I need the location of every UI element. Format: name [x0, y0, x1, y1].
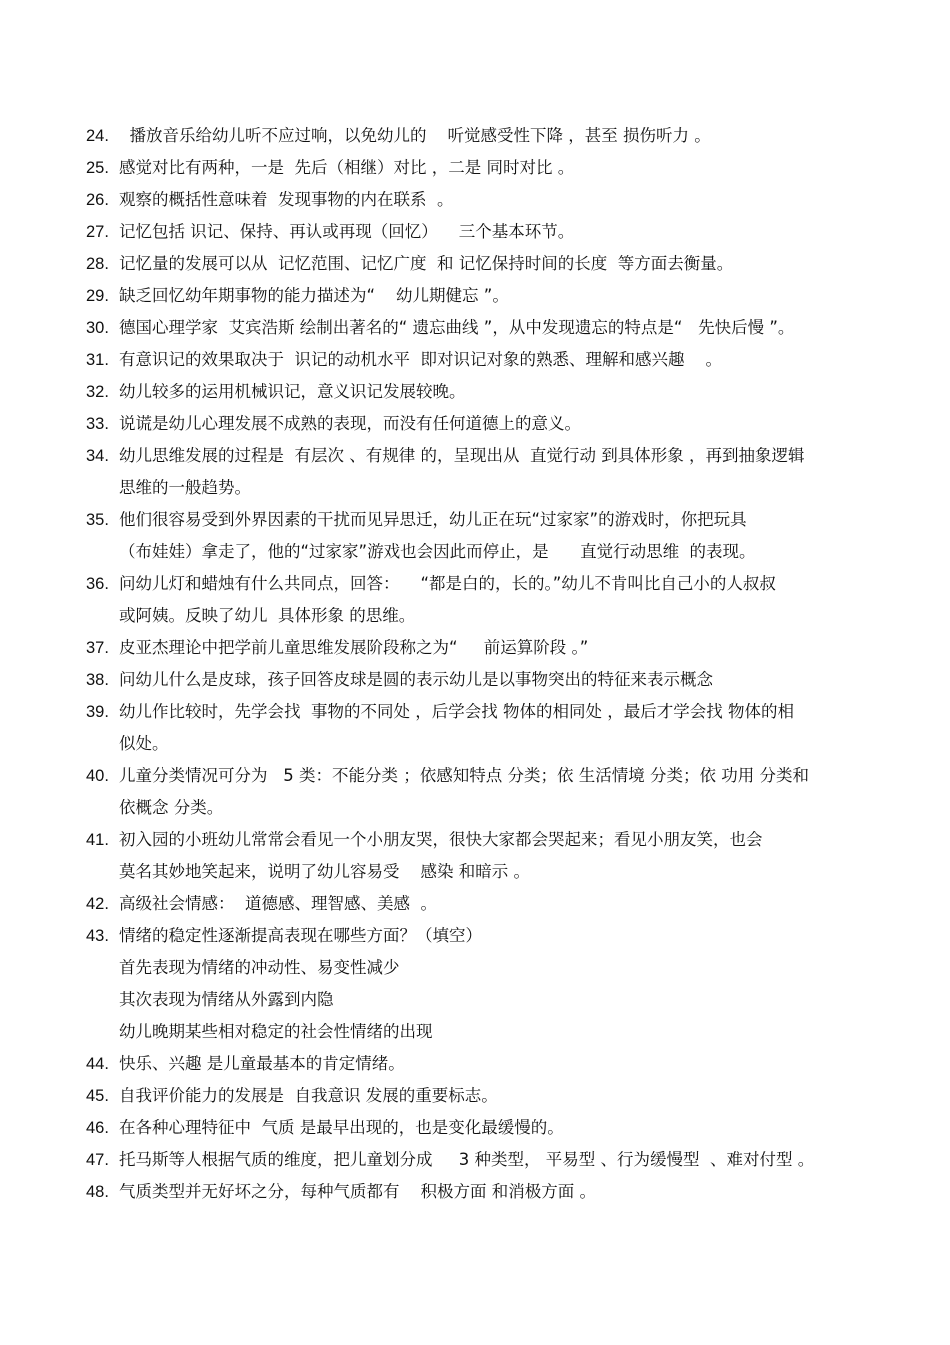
item-line: 皮亚杰理论中把学前儿童思维发展阶段称之为“ 前运算阶段 。” — [119, 638, 589, 657]
item-line: 快乐、兴趣 是儿童最基本的肯定情绪。 — [119, 1054, 405, 1073]
item-line: 问幼儿什么是皮球，孩子回答皮球是圆的表示幼儿是以事物突出的特征来表示概念 — [119, 670, 713, 689]
item-number: 29. — [86, 287, 109, 305]
item-number: 24. — [86, 127, 109, 145]
item-line: 记忆包括 识记、保持、再认或再现（回忆） 三个基本环节。 — [119, 222, 575, 241]
list-item — [86, 760, 876, 824]
item-number: 26. — [86, 191, 109, 209]
item-number: 32. — [86, 383, 109, 401]
item-line: 感觉对比有两种，一是 先后（相继）对比 ，二是 同时对比 。 — [119, 158, 575, 177]
item-text — [119, 664, 876, 696]
list-item — [86, 696, 876, 760]
item-number: 31. — [86, 351, 109, 369]
list-item — [86, 344, 876, 376]
item-text — [119, 760, 876, 824]
item-line: 初入园的小班幼儿常常会看见一个小朋友哭，很快大家都会哭起来；看见小朋友笑，也会 — [119, 830, 763, 849]
item-number: 46. — [86, 1119, 109, 1137]
item-number: 35. — [86, 511, 109, 529]
item-text — [119, 888, 876, 920]
list-item — [86, 664, 876, 696]
item-line: 缺乏回忆幼年期事物的能力描述为“ 幼儿期健忘 ”。 — [119, 286, 509, 305]
item-number: 38. — [86, 671, 109, 689]
item-line: 幼儿思维发展的过程是 有层次 、有规律 的，呈现出从 直觉行动 到具体形象 ，再到抽象逻辑 — [119, 446, 805, 465]
item-line: 幼儿作比较时，先学会找 事物的不同处 ，后学会找 物体的相同处 ，最后才学会找 物体的相 — [119, 702, 794, 721]
list-item — [86, 568, 876, 632]
item-line: 或阿姨。反映了幼儿 具体形象 的思维。 — [119, 606, 416, 625]
item-number: 44. — [86, 1055, 109, 1073]
item-line: 他们很容易受到外界因素的干扰而见异思迁，幼儿正在玩“过家家”的游戏时，你把玩具 — [119, 510, 747, 529]
item-number: 40. — [86, 767, 109, 785]
item-line: 依概念 分类。 — [119, 798, 224, 817]
item-number: 34. — [86, 447, 109, 465]
item-number: 47. — [86, 1151, 109, 1169]
item-line: 首先表现为情绪的冲动性、易变性减少 — [119, 958, 400, 977]
list-item — [86, 408, 876, 440]
item-line: 气质类型并无好坏之分，每种气质都有 积极方面 和消极方面 。 — [119, 1182, 596, 1201]
list-item — [86, 152, 876, 184]
list-item — [86, 280, 876, 312]
item-number: 45. — [86, 1087, 109, 1105]
item-line: 莫名其妙地笑起来，说明了幼儿容易受 感染 和暗示 。 — [119, 862, 530, 881]
item-text — [119, 216, 876, 248]
item-text — [119, 312, 876, 344]
item-line: 儿童分类情况可分为 5 类：不能分类 ；依感知特点 分类；依 生活情境 分类；依 功用 分类和 — [119, 766, 809, 785]
list-item — [86, 888, 876, 920]
item-text — [119, 1080, 876, 1112]
item-text — [119, 344, 876, 376]
item-line: 情绪的稳定性逐渐提高表现在哪些方面？（填空） — [119, 926, 482, 945]
item-line: 似处。 — [119, 734, 169, 753]
item-text — [119, 504, 876, 568]
list-item — [86, 248, 876, 280]
item-number: 37. — [86, 639, 109, 657]
item-number: 39. — [86, 703, 109, 721]
item-text — [119, 1144, 876, 1176]
item-line: （布娃娃）拿走了，他的“过家家”游戏也会因此而停止，是 直觉行动思维 的表现。 — [119, 542, 756, 561]
item-line: 幼儿较多的运用机械识记，意义识记发展较晚。 — [119, 382, 466, 401]
item-number: 27. — [86, 223, 109, 241]
item-text — [119, 696, 876, 760]
item-line: 高级社会情感： 道德感、理智感、美感 。 — [119, 894, 437, 913]
item-text — [119, 376, 876, 408]
list-item — [86, 120, 876, 152]
list-item — [86, 184, 876, 216]
list-item — [86, 824, 876, 888]
item-line: 播放音乐给幼儿听不应过响，以免幼儿的 听觉感受性下降 ，甚至 损伤听力 。 — [119, 126, 711, 145]
item-text — [119, 824, 876, 888]
item-number: 42. — [86, 895, 109, 913]
list-item — [86, 1112, 876, 1144]
item-number: 36. — [86, 575, 109, 593]
item-number: 41. — [86, 831, 109, 849]
item-line: 观察的概括性意味着 发现事物的内在联系 。 — [119, 190, 454, 209]
item-number: 48. — [86, 1183, 109, 1201]
item-text — [119, 1112, 876, 1144]
list-item — [86, 504, 876, 568]
item-line: 幼儿晚期某些相对稳定的社会性情绪的出现 — [119, 1022, 433, 1041]
item-text — [119, 408, 876, 440]
item-number: 43. — [86, 927, 109, 945]
item-number: 28. — [86, 255, 109, 273]
list-item — [86, 312, 876, 344]
list-item — [86, 1144, 876, 1176]
item-line: 自我评价能力的发展是 自我意识 发展的重要标志。 — [119, 1086, 498, 1105]
list-item — [86, 440, 876, 504]
item-line: 说谎是幼儿心理发展不成熟的表现，而没有任何道德上的意义。 — [119, 414, 581, 433]
item-line: 其次表现为情绪从外露到内隐 — [119, 990, 334, 1009]
item-line: 在各种心理特征中 气质 是最早出现的，也是变化最缓慢的。 — [119, 1118, 564, 1137]
item-line: 有意识记的效果取决于 识记的动机水平 即对识记对象的熟悉、理解和感兴趣 。 — [119, 350, 722, 369]
item-number: 25. — [86, 159, 109, 177]
item-text — [119, 120, 876, 152]
item-text — [119, 632, 876, 664]
item-text — [119, 1048, 876, 1080]
list-item — [86, 216, 876, 248]
item-line: 德国心理学家 艾宾浩斯 绘制出著名的“ 遗忘曲线 ”，从中发现遗忘的特点是“ 先快后慢 ”。 — [119, 318, 795, 337]
list-item — [86, 376, 876, 408]
list-item — [86, 1080, 876, 1112]
item-number: 30. — [86, 319, 109, 337]
list-item — [86, 632, 876, 664]
list-item — [86, 1048, 876, 1080]
item-text — [119, 920, 876, 1048]
item-text — [119, 280, 876, 312]
item-text — [119, 1176, 876, 1208]
item-line: 问幼儿灯和蜡烛有什么共同点，回答： “都是白的，长的。”幼儿不肯叫比自己小的人叔叔 — [119, 574, 776, 593]
item-text — [119, 568, 876, 632]
list-item — [86, 920, 876, 1048]
item-text — [119, 184, 876, 216]
item-text — [119, 248, 876, 280]
item-line: 记忆量的发展可以从 记忆范围、记忆广度 和 记忆保持时间的长度 等方面去衡量。 — [119, 254, 734, 273]
item-number: 33. — [86, 415, 109, 433]
list-item — [86, 1176, 876, 1208]
item-text — [119, 152, 876, 184]
question-list — [86, 120, 876, 1208]
item-line: 思维的一般趋势。 — [119, 478, 251, 497]
item-line: 托马斯等人根据气质的维度，把儿童划分成 3 种类型， 平易型 、行为缓慢型 、难对付型 。 — [119, 1150, 815, 1169]
item-text — [119, 440, 876, 504]
